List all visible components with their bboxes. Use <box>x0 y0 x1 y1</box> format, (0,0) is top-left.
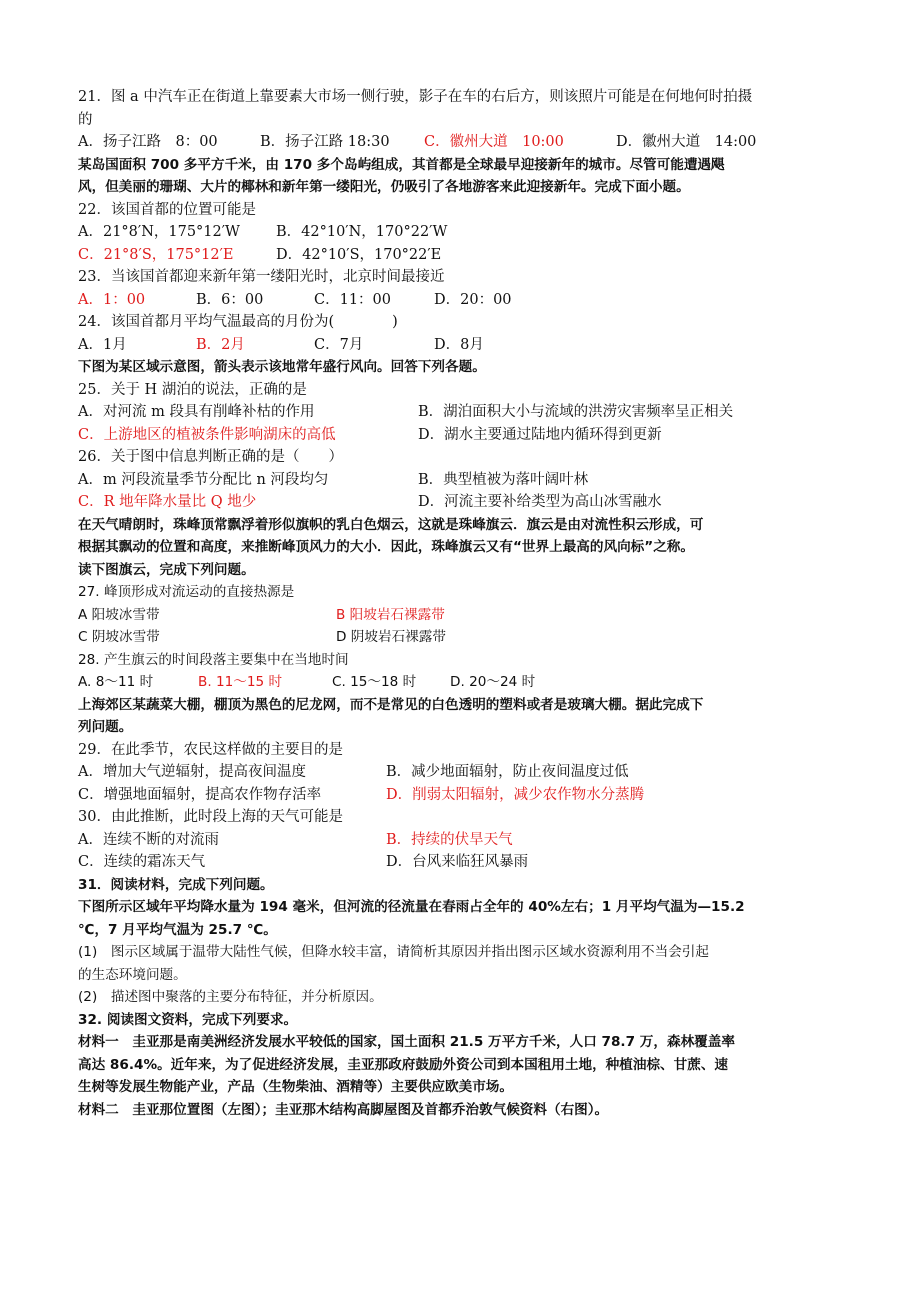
q28-options <box>78 671 842 694</box>
q32-material1-line3: 生树等发展生物能产业，产品（生物柴油、酒精等）主要供应欧美市场。 <box>78 1079 513 1095</box>
q32-material1-line1: 材料一 圭亚那是南美洲经济发展水平较低的国家，国土面积 21.5 万平方千米，人口 78.7 万，森林覆盖率 <box>78 1034 735 1050</box>
q22-options-row1 <box>78 221 842 244</box>
q31-title: 31．阅读材料，完成下列问题。 <box>78 876 274 893</box>
q25-option-a: A．对河流 m 段具有削峰补枯的作用 <box>78 404 315 420</box>
q28-option-c: C. 15～18 时 <box>332 674 417 690</box>
q26-option-c: C．R 地年降水量比 Q 地少 <box>78 494 257 510</box>
q24-option-b: B．2月 <box>196 336 245 353</box>
q29-option-c: C．增强地面辐射，提高农作物存活率 <box>78 786 322 803</box>
q27-stem: 27. 峰顶形成对流运动的直接热源是 <box>78 584 295 600</box>
q28-option-d: D. 20～24 时 <box>450 674 536 690</box>
q29-option-d: D．削弱太阳辐射，减少农作物水分蒸腾 <box>386 786 645 803</box>
q32-material1-line2: 高达 86.4%。近年来，为了促进经济发展，圭亚那政府鼓励外资公司到本国租用土地，种植油棕、甘蔗、速 <box>78 1056 729 1073</box>
q23-option-a: A．1：00 <box>78 291 146 308</box>
q22-options-row2 <box>78 244 842 267</box>
q29-options-row2 <box>78 784 842 807</box>
intro-29-line1: 上海郊区某蔬菜大棚，棚顶为黑色的尼龙网，而不是常见的白色透明的塑料或者是玻璃大棚。据此完成下 <box>78 696 704 713</box>
intro-22-line1: 某岛国面积 700 多平方千米，由 170 多个岛屿组成，其首都是全球最早迎接新年的城市。尽管可能遭遇飓 <box>78 156 725 173</box>
q23-option-d: D．20：00 <box>434 291 512 308</box>
q23-option-b: B．6：00 <box>196 291 264 308</box>
q27-option-a: A 阳坡冰雪带 <box>78 606 160 623</box>
q32-title: 32. 阅读图文资料，完成下列要求。 <box>78 1011 298 1028</box>
q21-option-b: B．扬子江路 18:30 <box>260 134 390 150</box>
q32-material2: 材料二 圭亚那位置图（左图）；圭亚那木结构高脚屋图及首都乔治敦气候资料（右图）。 <box>78 1101 609 1118</box>
exam-page <box>78 86 842 1121</box>
q30-option-b: B．持续的伏旱天气 <box>386 831 513 848</box>
q26-option-a: A．m 河段流量季节分配比 n 河段均匀 <box>78 471 329 488</box>
q30-option-c: C．连续的霜冻天气 <box>78 854 206 870</box>
q22-option-d: D．42°10′S，170°22′E <box>276 246 442 263</box>
q27-option-c: C 阴坡冰雪带 <box>78 629 160 645</box>
q29-stem: 29．在此季节，农民这样做的主要目的是 <box>78 741 343 758</box>
q21-stem-line2: 的 <box>78 111 93 128</box>
q25-option-c: C．上游地区的植被条件影响湖床的高低 <box>78 426 336 443</box>
q27-option-d: D 阴坡岩石裸露带 <box>336 629 446 645</box>
q23-options <box>78 289 842 312</box>
intro-27-line3: 读下图旗云，完成下列问题。 <box>78 561 255 578</box>
q26-option-d: D．河流主要补给类型为高山冰雪融水 <box>418 494 662 510</box>
q23-option-c: C．11：00 <box>314 291 391 308</box>
q31-sub2: (2) 描述图中聚落的主要分布特征，并分析原因。 <box>78 989 383 1005</box>
q25-options-row2 <box>78 424 842 447</box>
q24-option-a: A．1月 <box>78 336 127 353</box>
q22-option-b: B．42°10′N，170°22′W <box>276 224 448 240</box>
q24-option-c: C．7月 <box>314 336 364 353</box>
q22-option-c: C．21°8′S，175°12′E <box>78 246 234 263</box>
q26-options-row1 <box>78 469 842 492</box>
q31-material-line1: 下图所示区域年平均降水量为 194 毫米，但河流的径流量在春雨占全年的 40%左右；1 月平均气温为—15.2 <box>78 899 745 915</box>
q25-option-b: B．湖泊面积大小与流域的洪涝灾害频率呈正相关 <box>418 404 734 420</box>
q23-stem: 23．当该国首都迎来新年第一缕阳光时，北京时间最接近 <box>78 269 445 285</box>
q24-options <box>78 334 842 357</box>
q28-option-a: A. 8～11 时 <box>78 674 154 690</box>
q24-stem: 24．该国首都月平均气温最高的月份为( ) <box>78 314 398 330</box>
q28-stem: 28. 产生旗云的时间段落主要集中在当地时间 <box>78 651 349 668</box>
q26-options-row2 <box>78 491 842 514</box>
q26-stem: 26．关于图中信息判断正确的是（ ） <box>78 449 343 465</box>
q30-option-a: A．连续不断的对流雨 <box>78 831 219 848</box>
q30-option-d: D．台风来临狂风暴雨 <box>386 854 529 870</box>
intro-27-line1: 在天气晴朗时，珠峰顶常飘浮着形似旗帜的乳白色烟云，这就是珠峰旗云．旗云是由对流性积云形成，可 <box>78 516 704 533</box>
q22-stem: 22．该国首都的位置可能是 <box>78 201 256 218</box>
q21-options <box>78 131 842 154</box>
q27-options-row1 <box>78 604 842 627</box>
q27-option-b: B 阳坡岩石裸露带 <box>336 606 445 623</box>
q30-options-row1 <box>78 829 842 852</box>
q29-options-row1 <box>78 761 842 784</box>
q27-options-row2 <box>78 626 842 649</box>
q29-option-a: A．增加大气逆辐射，提高夜间温度 <box>78 764 306 780</box>
q24-option-d: D．8月 <box>434 336 484 353</box>
q21-option-d: D．徽州大道 14:00 <box>616 134 757 150</box>
q28-option-b: B. 11～15 时 <box>198 674 283 690</box>
q30-stem: 30．由此推断，此时段上海的天气可能是 <box>78 809 343 825</box>
q31-sub1-line1: (1) 图示区域属于温带大陆性气候，但降水较丰富，请简析其原因并指出图示区域水资源利用不当会引起 <box>78 944 709 960</box>
q30-options-row2 <box>78 851 842 874</box>
q25-option-d: D．湖水主要通过陆地内循环得到更新 <box>418 426 662 443</box>
intro-25: 下图为某区域示意图，箭头表示该地常年盛行风向。回答下列各题。 <box>78 359 486 375</box>
q21-stem-line1: 21．图 a 中汽车正在街道上靠要素大市场一侧行驶，影子在车的右后方，则该照片可能是在何地何时拍摄 <box>78 89 753 105</box>
q21-option-a: A．扬子江路 8：00 <box>78 134 218 150</box>
q31-material-line2: ℃，7 月平均气温为 25.7 ℃。 <box>78 921 277 938</box>
q26-option-b: B．典型植被为落叶阔叶林 <box>418 471 589 488</box>
q31-sub1-line2: 的生态环境问题。 <box>78 966 187 983</box>
q29-option-b: B．减少地面辐射，防止夜间温度过低 <box>386 764 629 780</box>
q21-option-c: C．徽州大道 10:00 <box>424 134 564 150</box>
intro-27-line2: 根据其飘动的位置和高度，来推断峰顶风力的大小．因此，珠峰旗云又有“世界上最高的风向标”之称。 <box>78 539 694 555</box>
q22-option-a: A．21°8′N，175°12′W <box>78 224 240 240</box>
intro-22-line2: 风，但美丽的珊瑚、大片的椰林和新年第一缕阳光，仍吸引了各地游客来此迎接新年。完成下面小题。 <box>78 179 690 195</box>
intro-29-line2: 列问题。 <box>78 719 133 735</box>
q25-options-row1 <box>78 401 842 424</box>
q25-stem: 25．关于 H 湖泊的说法，正确的是 <box>78 381 307 398</box>
